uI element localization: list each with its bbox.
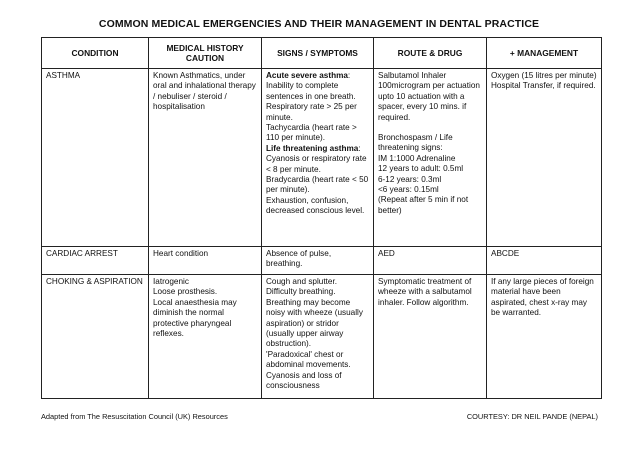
table-row-cardiac-arrest	[42, 247, 602, 275]
cell-history-choking	[149, 275, 262, 399]
header-route-drug: ROUTE & DRUG	[374, 38, 487, 69]
cell-condition-choking: CHOKING & ASPIRATION	[42, 275, 149, 399]
difficulty-breathing-text: Difficulty breathing.	[266, 287, 336, 297]
exhaustion-text: Exhaustion, confusion, decreased conscious level.	[266, 195, 365, 216]
cell-route-cardiac: AED	[374, 247, 487, 275]
acute-asthma-text: : Inability to complete sentences in one breath. Respiratory rate > 25 per minute.	[266, 71, 357, 122]
tachycardia-text: Tachycardia (heart rate > 110 per minute).	[266, 123, 357, 143]
bronchospasm-text: Bronchospasm / Life threatening signs:	[378, 133, 453, 153]
dose-infant-text: <6 years: 0.15ml	[378, 185, 439, 195]
cell-history-cardiac: Heart condition	[149, 247, 262, 275]
cell-signs-cardiac: Absence of pulse, breathing.	[262, 247, 374, 275]
cell-signs-choking	[262, 275, 374, 399]
header-medical-history: MEDICAL HISTORY CAUTION	[149, 38, 262, 69]
footer-courtesy: COURTESY: DR NEIL PANDE (NEPAL)	[466, 412, 598, 421]
footer-source: Adapted from The Resuscitation Council (UK) Resources	[41, 412, 228, 421]
cyanosis-text: Cyanosis and loss of consciousness	[266, 370, 342, 391]
dose-adult-text: 12 years to adult: 0.5ml	[378, 164, 464, 174]
emergency-table	[41, 37, 602, 399]
cell-route-asthma	[374, 69, 487, 247]
table-row-choking	[42, 275, 602, 399]
dose-child-text: 6-12 years: 0.3ml	[378, 174, 442, 184]
noisy-breathing-text: Breathing may become noisy with wheeze (usually aspiration) or stridor (usually upper airway obstruction).	[266, 297, 363, 349]
header-management: + MANAGEMENT	[487, 38, 602, 69]
cell-signs-asthma	[262, 69, 374, 247]
loose-prosthesis-text: Loose prosthesis.	[153, 287, 218, 297]
local-anaesthesia-text: Local anaesthesia may diminish the normal protective pharyngeal reflexes.	[153, 297, 237, 339]
table-row-asthma	[42, 69, 602, 247]
life-threatening-text: : Cyanosis or respiratory rate < 8 per minute.	[266, 143, 367, 174]
header-condition: CONDITION	[42, 38, 149, 69]
page-title: COMMON MEDICAL EMERGENCIES AND THEIR MANAGEMENT IN DENTAL PRACTICE	[98, 18, 540, 30]
cell-condition-asthma: ASTHMA	[42, 69, 149, 247]
hospital-transfer-text: Hospital Transfer, if required.	[491, 81, 596, 91]
iatrogenic-text: Iatrogenic	[153, 277, 189, 286]
paradoxical-movement-text: 'Paradoxical' chest or abdominal movements.	[266, 349, 351, 370]
table-header-row	[42, 38, 602, 69]
cell-management-choking: If any large pieces of foreign material have been aspirated, chest x-ray may be warranted.	[487, 275, 602, 399]
cell-history-asthma: Known Asthmatics, under oral and inhalational therapy / nebuliser / steroid / hospitalisation	[149, 69, 262, 247]
cell-route-choking: Symptomatic treatment of wheeze with a salbutamol inhaler. Follow algorithm.	[374, 275, 487, 399]
life-threatening-heading: Life threatening asthma	[266, 143, 359, 153]
salbutamol-text: Salbutamol Inhaler 100microgram per actuation upto 10 actuation with a spacer, every 10 mins. if required.	[378, 71, 480, 122]
adrenaline-text: IM 1:1000 Adrenaline	[378, 153, 456, 163]
bradycardia-text: Bradycardia (heart rate < 50 per minute).	[266, 175, 369, 195]
oxygen-text: Oxygen (15 litres per minute)	[491, 71, 597, 80]
repeat-dose-text: (Repeat after 5 min if not better)	[378, 195, 469, 215]
cell-management-asthma	[487, 69, 602, 247]
cell-condition-cardiac: CARDIAC ARREST	[42, 247, 149, 275]
header-signs-symptoms: SIGNS / SYMPTOMS	[262, 38, 374, 69]
cough-text: Cough and splutter.	[266, 277, 338, 286]
cell-management-cardiac: ABCDE	[487, 247, 602, 275]
acute-asthma-heading: Acute severe asthma	[266, 71, 348, 80]
